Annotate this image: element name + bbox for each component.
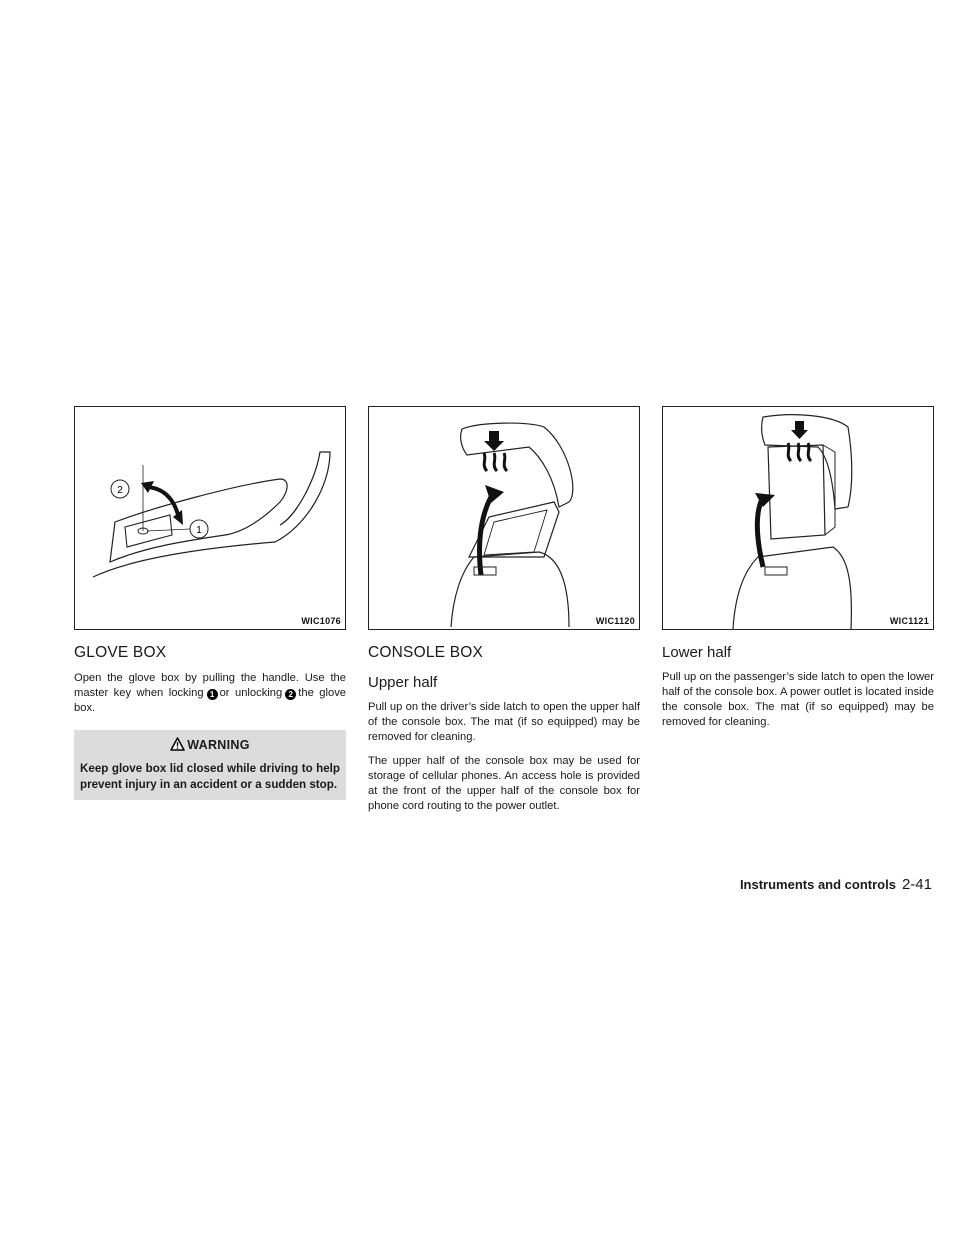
callout-2: 2 — [117, 485, 123, 496]
column-glove-box — [74, 406, 346, 800]
figure-code: WIC1120 — [595, 616, 635, 626]
console-lower-illustration — [663, 407, 933, 629]
page-number: 2-41 — [901, 876, 932, 893]
upper-half-paragraph-1: Pull up on the driver’s side latch to open the upper half of the console box. The mat (if so equipped) may be removed for cleaning. — [368, 701, 640, 743]
column-console-upper — [368, 406, 640, 814]
column-console-lower — [662, 406, 934, 730]
glove-box-heading: GLOVE BOX — [74, 644, 167, 661]
warning-text: Keep glove box lid closed while driving to help prevent injury in an accident or a sudden stop. — [80, 762, 340, 791]
console-upper-figure — [368, 406, 640, 630]
page-footer — [740, 876, 932, 893]
callout-1-inline: 1 — [207, 689, 218, 700]
callout-1: 1 — [196, 525, 202, 536]
section-title: Instruments and controls — [739, 877, 896, 892]
glove-box-illustration — [75, 407, 345, 629]
glove-box-figure — [74, 406, 346, 630]
lower-half-heading: Lower half — [662, 644, 732, 661]
console-upper-illustration — [369, 407, 639, 629]
upper-half-heading: Upper half — [368, 674, 438, 691]
console-box-heading: CONSOLE BOX — [368, 644, 484, 661]
upper-half-paragraph-2: The upper half of the console box may be used for storage of cellular phones. An access hole is provided at the front of the upper half of the console box for phone cord routing to the power outlet. — [368, 755, 640, 812]
console-lower-figure — [662, 406, 934, 630]
warning-header — [80, 737, 340, 752]
figure-code: WIC1076 — [301, 616, 341, 626]
lower-half-paragraph: Pull up on the passenger’s side latch to open the lower half of the console box. A power outlet is located inside the console box. The mat (if so equipped) may be removed for cleaning. — [662, 671, 934, 728]
figure-code: WIC1121 — [889, 616, 929, 626]
glove-box-paragraph: Open the glove box by pulling the handle. Use the master key when locking 1 or unlocking 2 the glove box. — [74, 672, 347, 714]
warning-triangle-icon — [170, 737, 185, 751]
callout-2-inline: 2 — [285, 689, 296, 700]
warning-box — [74, 730, 346, 800]
warning-title: WARNING — [187, 738, 250, 752]
